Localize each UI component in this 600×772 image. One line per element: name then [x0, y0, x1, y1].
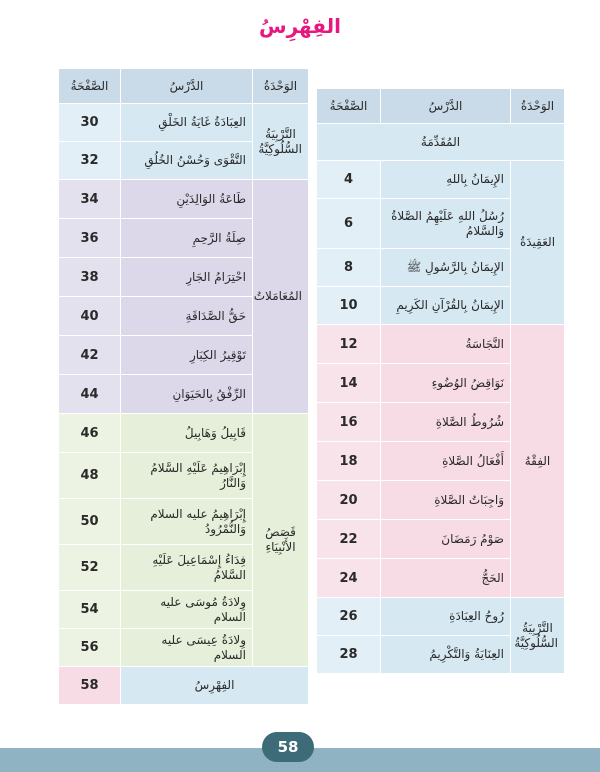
page-cell: 16	[317, 403, 381, 442]
unit-label: المُعَامَلاتُ	[253, 180, 309, 414]
page-cell: 52	[59, 545, 121, 591]
page-cell: 38	[59, 258, 121, 297]
page-cell: 56	[59, 629, 121, 667]
lesson-cell: فِدَاءُ إِسْمَاعِيلَ عَلَيْهِ السَّلامُ	[121, 545, 253, 591]
page-cell: 50	[59, 499, 121, 545]
lesson-cell: صَوْمُ رَمَضَانَ	[381, 520, 511, 559]
table-row	[59, 180, 309, 219]
page-cell: 18	[317, 442, 381, 481]
header-unit: الوَحْدَةُ	[253, 69, 309, 104]
unit-label: العَقِيدَةُ	[511, 161, 565, 325]
page-cell: 14	[317, 364, 381, 403]
table-row	[59, 414, 309, 453]
lesson-cell: حَقُّ الصَّدَاقَةِ	[121, 297, 253, 336]
unit-label: التَّرْبِيَةُ السُّلُوكِيَّةُ	[253, 104, 309, 180]
header-lesson: الدَّرْسُ	[121, 69, 253, 104]
lesson-cell: رُسُلُ اللهِ عَلَيْهِمُ الصَّلاةُ وَالسَّلامُ	[381, 199, 511, 249]
header-page: الصَّفْحَةُ	[317, 89, 381, 124]
lesson-cell: إِبْرَاهِيمُ عليه السلام وَالنُّمْرُودُ	[121, 499, 253, 545]
page-cell: 34	[59, 180, 121, 219]
lesson-cell: الرِّفْقُ بِالحَيَوَانِ	[121, 375, 253, 414]
page-cell: 32	[59, 142, 121, 180]
header-page: الصَّفْحَةُ	[59, 69, 121, 104]
index-row	[59, 667, 309, 705]
page-cell: 30	[59, 104, 121, 142]
lesson-cell: شُرُوطُ الصَّلاةِ	[381, 403, 511, 442]
index-label: الفِهْرِسُ	[121, 667, 309, 705]
page-cell: 4	[317, 161, 381, 199]
unit-label: قَصَصُ الأَنْبِيَاءِ	[253, 414, 309, 667]
page-cell: 10	[317, 287, 381, 325]
toc-table-right	[316, 88, 565, 674]
lesson-cell: العِبَادَةُ غَايَةُ الخَلْقِ	[121, 104, 253, 142]
lesson-cell: تَوْقِيرُ الكِبَارِ	[121, 336, 253, 375]
page-cell: 6	[317, 199, 381, 249]
lesson-cell: الحَجُّ	[381, 559, 511, 598]
page-title: الفِهْرِسُ	[258, 14, 341, 38]
lesson-cell: قَابِيلُ وَهَابِيلُ	[121, 414, 253, 453]
page-cell: 44	[59, 375, 121, 414]
page-number: 58	[262, 732, 314, 762]
unit-label: التَّرْبِيَةُ السُّلُوكِيَّةُ	[511, 598, 565, 674]
page-cell: 40	[59, 297, 121, 336]
page-cell: 28	[317, 636, 381, 674]
page-cell: 46	[59, 414, 121, 453]
lesson-cell: الإِيمَانُ بِالرَّسُولِ ﷺ	[381, 249, 511, 287]
lesson-cell: التَّقْوَى وَحُسْنُ الخُلُقِ	[121, 142, 253, 180]
lesson-cell: النَّجَاسَةُ	[381, 325, 511, 364]
table-row	[317, 325, 565, 364]
lesson-cell: صِلَةُ الرَّحِمِ	[121, 219, 253, 258]
header-unit: الوَحْدَةُ	[511, 89, 565, 124]
lesson-cell: العِنَايَةُ وَالتَّكْرِيمُ	[381, 636, 511, 674]
lesson-cell: إِبْرَاهِيمُ عَلَيْهِ السَّلامُ وَالنَّارُ	[121, 453, 253, 499]
lesson-cell: وِلادَةُ مُوسَى عليه السلام	[121, 591, 253, 629]
lesson-cell: الإِيمَانُ بِاللهِ	[381, 161, 511, 199]
table-row	[317, 598, 565, 636]
table-row	[59, 104, 309, 142]
lesson-cell: نَوَاقِضُ الوُضُوءِ	[381, 364, 511, 403]
page-cell: 24	[317, 559, 381, 598]
intro-label: المُقَدِّمَةُ	[317, 124, 565, 161]
page-cell: 20	[317, 481, 381, 520]
page-cell: 54	[59, 591, 121, 629]
table-header	[59, 69, 309, 104]
unit-label: الفِقْهُ	[511, 325, 565, 598]
page-cell: 22	[317, 520, 381, 559]
page-cell: 8	[317, 249, 381, 287]
table-header	[317, 89, 565, 124]
page-cell: 26	[317, 598, 381, 636]
lesson-cell: طَاعَةُ الوَالِدَيْنِ	[121, 180, 253, 219]
table-row	[317, 161, 565, 199]
page-cell: 12	[317, 325, 381, 364]
page-cell: 48	[59, 453, 121, 499]
lesson-cell: رُوحُ العِبَادَةِ	[381, 598, 511, 636]
intro-row	[317, 124, 565, 161]
index-page: 58	[59, 667, 121, 705]
lesson-cell: أَفْعَالُ الصَّلاةِ	[381, 442, 511, 481]
lesson-cell: وِلادَةُ عِيسَى عليه السلام	[121, 629, 253, 667]
lesson-cell: وَاجِبَاتُ الصَّلاةِ	[381, 481, 511, 520]
toc-table-left	[58, 68, 309, 705]
page-cell: 42	[59, 336, 121, 375]
lesson-cell: احْتِرَامُ الجَارِ	[121, 258, 253, 297]
page-cell: 36	[59, 219, 121, 258]
header-lesson: الدَّرْسُ	[381, 89, 511, 124]
lesson-cell: الإِيمَانُ بِالقُرْآنِ الكَرِيمِ	[381, 287, 511, 325]
